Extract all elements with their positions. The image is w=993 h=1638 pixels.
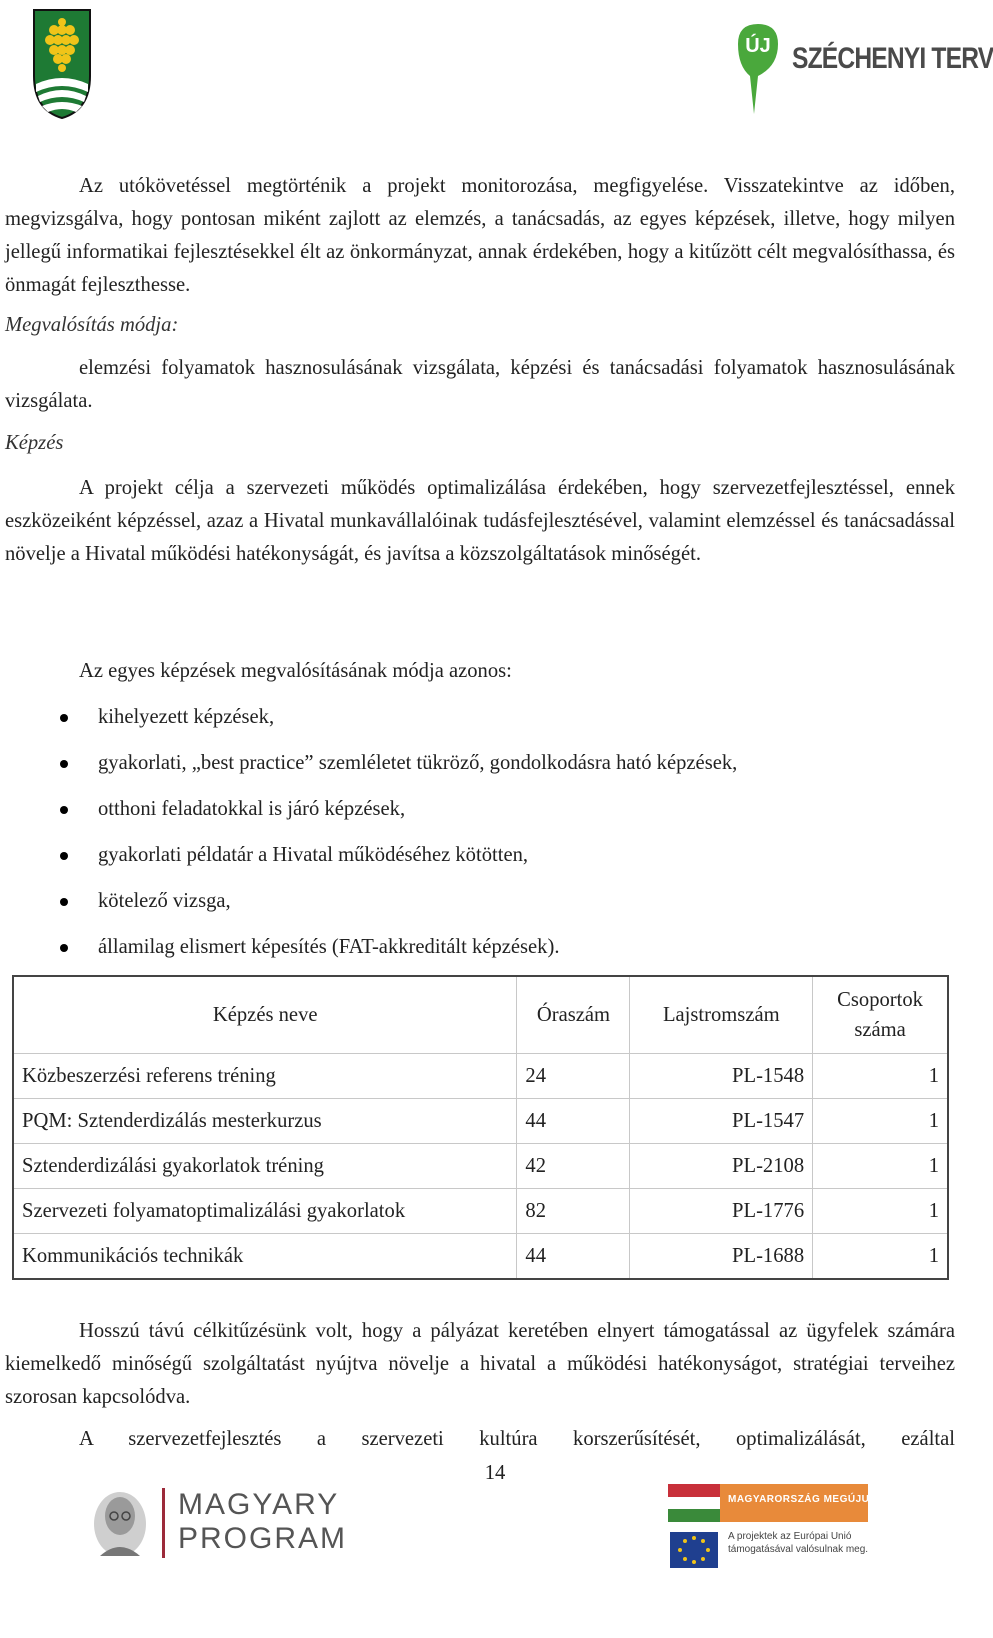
list-item: otthoni feladatokkal is járó képzések, — [58, 794, 737, 840]
eu-banner-text: MAGYARORSZÁG MEGÚJUL — [728, 1494, 876, 1505]
uj-logo-badge: ÚJ — [745, 35, 771, 57]
cell-registry-number: PL-1547 — [630, 1099, 813, 1144]
cell-training-name: Közbeszerzési referens tréning — [13, 1054, 517, 1099]
table-row — [13, 1144, 948, 1189]
bullet-icon — [60, 944, 68, 952]
bullet-icon — [60, 898, 68, 906]
cell-group-count: 1 — [813, 1234, 948, 1280]
header-training-name: Képzés neve — [13, 976, 517, 1054]
cell-registry-number: PL-1776 — [630, 1189, 813, 1234]
table-header-row — [13, 976, 948, 1054]
header-hours: Óraszám — [517, 976, 630, 1054]
header-registry-number: Lajstromszám — [630, 976, 813, 1054]
cell-group-count: 1 — [813, 1144, 948, 1189]
cell-training-name: Szervezeti folyamatoptimalizálási gyakorlatok — [13, 1189, 517, 1234]
list-item: gyakorlati, „best practice” szemléletet tükröző, gondolkodásra ható képzések, — [58, 748, 737, 794]
table-row — [13, 1234, 948, 1280]
cell-hours: 44 — [517, 1099, 630, 1144]
magyary-program-wordmark: MAGYARY PROGRAM — [178, 1488, 348, 1555]
monitoring-paragraph: Az utókövetéssel megtörténik a projekt monitorozása, megfigyelése. Visszatekintve az időben, megvizsgálva, hogy pontosan miként zajlott az elemzés, a tanácsadás, az egyes képzések, illetve, hogy milyen jellegű informatikai fejlesztésekkel élt az önkormányzat, annak érdekében, hogy a kitűzött célt megvalósíthassa, és önmagát fejleszthesse. — [5, 175, 955, 296]
cell-registry-number: PL-1688 — [630, 1234, 813, 1280]
table-row — [13, 1189, 948, 1234]
bullet-icon — [60, 760, 68, 768]
page-number: 14 — [484, 1462, 506, 1484]
cell-registry-number: PL-1548 — [630, 1054, 813, 1099]
training-goal-paragraph: A projekt célja a szervezeti működés optimalizálása érdekében, hogy szervezetfejlesztéssel, ennek eszközeiként képzéssel, azaz a Hivatal munkavállalóinak tudásfejlesztésével, valamint elemzéssel és tanácsadással növelje a Hivatal működési hatékonyságát, és javítsa a közszolgáltatások minőségét. — [5, 477, 955, 565]
bullet-icon — [60, 852, 68, 860]
eu-support-note: A projektek az Európai Unió támogatásával valósulnak meg. — [728, 1531, 869, 1555]
cell-hours: 42 — [517, 1144, 630, 1189]
cell-registry-number: PL-2108 — [630, 1144, 813, 1189]
training-methods-intro: Az egyes képzések megvalósításának módja azonos: — [79, 660, 512, 682]
bullet-icon — [60, 714, 68, 722]
header-group-count: Csoportok száma — [813, 976, 948, 1054]
cell-group-count: 1 — [813, 1054, 948, 1099]
method-heading: Megvalósítás módja: — [5, 314, 179, 336]
table-row — [13, 1054, 948, 1099]
method-paragraph: elemzési folyamatok hasznosulásának vizsgálata, képzési és tanácsadási folyamatok hasznosulásának vizsgálata. — [5, 357, 955, 412]
training-methods-list — [58, 702, 737, 978]
trainings-table — [12, 975, 949, 1280]
org-dev-paragraph: A szervezetfejlesztés a szervezeti kultúra korszerűsítését, optimalizálását, ezáltal — [79, 1428, 955, 1450]
table-row — [13, 1099, 948, 1144]
uj-logo-wordmark: SZÉCHENYI TERV — [792, 42, 993, 75]
bullet-icon — [60, 806, 68, 814]
list-item: kihelyezett képzések, — [58, 702, 737, 748]
long-term-goal-paragraph: Hosszú távú célkitűzésünk volt, hogy a pályázat keretében elnyert támogatással az ügyfelek számára kiemelkedő minőségű szolgáltatást nyújtva növelje a hivatal a működési hatékonyságot, stratégiai terveihez szorosan kapcsolódva. — [5, 1320, 955, 1408]
list-item: államilag elismert képesítés (FAT-akkreditált képzések). — [58, 932, 737, 978]
training-heading: Képzés — [5, 432, 64, 454]
cell-group-count: 1 — [813, 1189, 948, 1234]
cell-training-name: Sztenderdizálási gyakorlatok tréning — [13, 1144, 517, 1189]
cell-training-name: Kommunikációs technikák — [13, 1234, 517, 1280]
cell-hours: 24 — [517, 1054, 630, 1099]
cell-hours: 44 — [517, 1234, 630, 1280]
cell-hours: 82 — [517, 1189, 630, 1234]
cell-training-name: PQM: Sztenderdizálás mesterkurzus — [13, 1099, 517, 1144]
municipal-crest-icon — [32, 6, 92, 120]
list-item: kötelező vizsga, — [58, 886, 737, 932]
list-item: gyakorlati példatár a Hivatal működéséhez kötötten, — [58, 840, 737, 886]
cell-group-count: 1 — [813, 1099, 948, 1144]
